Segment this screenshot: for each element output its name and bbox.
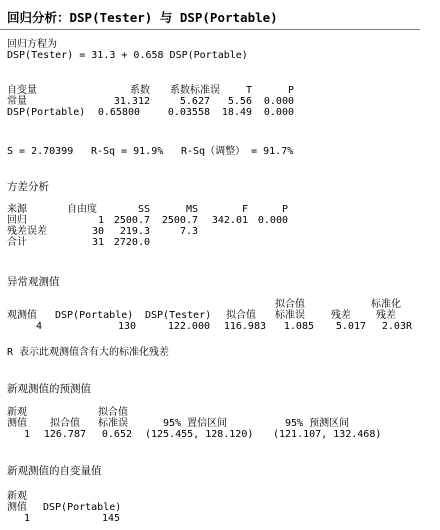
unusual-heading: 异常观测值 xyxy=(7,276,60,288)
new-x-cell-x: 145 xyxy=(101,513,120,524)
anova-row-ms: 2500.7 xyxy=(161,215,198,226)
coef-header-t: T xyxy=(245,85,252,96)
unusual-note: R 表示此观测值含有大的标准化残差 xyxy=(7,347,170,358)
prediction-header-obs-2: 测值 xyxy=(7,418,27,429)
new-x-heading: 新观测值的自变量值 xyxy=(7,465,102,477)
unusual-header-fit: 拟合值 xyxy=(226,310,256,321)
anova-row-source: 合计 xyxy=(7,237,27,248)
coef-row-p: 0.000 xyxy=(263,107,294,118)
anova-row-ss: 2720.0 xyxy=(113,237,150,248)
unusual-header-resid: 残差 xyxy=(331,310,351,321)
anova-header-source: 来源 xyxy=(7,204,27,215)
unusual-cell-y: 122.000 xyxy=(167,321,210,332)
unusual-cell-resid: 5.017 xyxy=(335,321,366,332)
anova-header-f: F xyxy=(241,204,248,215)
anova-row-ss: 219.3 xyxy=(119,226,150,237)
anova-heading: 方差分析 xyxy=(7,181,49,193)
prediction-cell-pi: (121.107, 132.468) xyxy=(273,429,382,440)
prediction-header-pi: 95% 预测区间 xyxy=(285,418,350,429)
unusual-header-sefit-2: 标准误 xyxy=(275,310,305,321)
unusual-cell-sefit: 1.085 xyxy=(283,321,314,332)
unusual-header-stresid-1: 标准化 xyxy=(371,299,401,310)
coef-row-label: 常量 xyxy=(7,96,27,107)
unusual-cell-stresid: 2.03R xyxy=(381,321,412,332)
prediction-header-ci: 95% 置信区间 xyxy=(163,418,228,429)
unusual-header-obs: 观测值 xyxy=(7,310,37,321)
anova-row-f: 342.01 xyxy=(211,215,248,226)
unusual-header-sefit-1: 拟合值 xyxy=(275,299,305,310)
page-title: 回归分析：DSP(Tester) 与 DSP(Portable) xyxy=(7,10,278,25)
equation-heading: 回归方程为 xyxy=(7,39,57,50)
anova-row-df: 31 xyxy=(91,237,104,248)
coef-row-t: 5.56 xyxy=(227,96,252,107)
coef-header-p: P xyxy=(287,85,294,96)
fit-rsq-adj: R-Sq（调整） = 91.7% xyxy=(181,146,294,157)
fit-s: S = 2.70399 xyxy=(7,146,74,157)
prediction-header-obs-1: 新观 xyxy=(7,407,27,418)
coef-row-se: 5.627 xyxy=(179,96,210,107)
anova-row-ms: 7.3 xyxy=(179,226,198,237)
unusual-cell-obs: 4 xyxy=(35,321,42,332)
anova-row-source: 残差误差 xyxy=(7,226,47,237)
anova-header-ss: SS xyxy=(137,204,150,215)
anova-header-ms: MS xyxy=(185,204,198,215)
anova-header-p: P xyxy=(281,204,288,215)
anova-header-df: 自由度 xyxy=(67,204,97,215)
anova-row-source: 回归 xyxy=(7,215,27,226)
coef-row-t: 18.49 xyxy=(221,107,252,118)
coef-row-coef: 0.65800 xyxy=(97,107,140,118)
coef-row-se: 0.03558 xyxy=(167,107,210,118)
coef-row-coef: 31.312 xyxy=(113,96,150,107)
prediction-header-fit: 拟合值 xyxy=(50,418,80,429)
prediction-cell-fit: 126.787 xyxy=(43,429,86,440)
fit-rsq: R-Sq = 91.9% xyxy=(91,146,164,157)
coef-row-label: DSP(Portable) xyxy=(7,107,86,118)
prediction-header-sefit-1: 拟合值 xyxy=(98,407,128,418)
unusual-header-x: DSP(Portable) xyxy=(55,310,134,321)
anova-row-ss: 2500.7 xyxy=(113,215,150,226)
coef-header-predictor: 自变量 xyxy=(7,85,37,96)
anova-row-df: 1 xyxy=(97,215,104,226)
prediction-cell-obs: 1 xyxy=(23,429,30,440)
coef-header-se: 系数标准误 xyxy=(170,85,220,96)
title-divider xyxy=(0,29,420,30)
prediction-cell-sefit: 0.652 xyxy=(101,429,132,440)
new-x-header-obs-2: 测值 xyxy=(7,502,27,513)
anova-row-p: 0.000 xyxy=(257,215,288,226)
anova-row-df: 30 xyxy=(91,226,104,237)
unusual-cell-fit: 116.983 xyxy=(223,321,266,332)
new-x-cell-obs: 1 xyxy=(23,513,30,524)
coef-row-p: 0.000 xyxy=(263,96,294,107)
coef-header-coef: 系数 xyxy=(130,85,150,96)
prediction-heading: 新观测值的预测值 xyxy=(7,383,91,395)
unusual-header-stresid-2: 残差 xyxy=(376,310,396,321)
prediction-cell-ci: (125.455, 128.120) xyxy=(145,429,254,440)
equation-text: DSP(Tester) = 31.3 + 0.658 DSP(Portable) xyxy=(7,50,248,61)
unusual-header-y: DSP(Tester) xyxy=(145,310,212,321)
unusual-cell-x: 130 xyxy=(117,321,136,332)
new-x-header-obs-1: 新观 xyxy=(7,491,27,502)
prediction-header-sefit-2: 标准误 xyxy=(98,418,128,429)
new-x-header-x: DSP(Portable) xyxy=(43,502,122,513)
